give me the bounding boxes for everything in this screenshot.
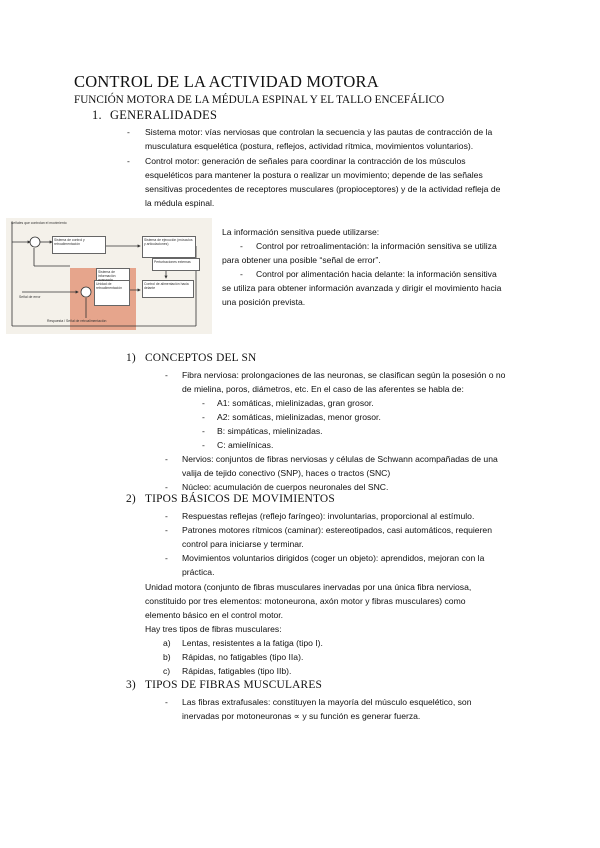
text-line: sensitivas procedentes de receptores musculares (propioceptores) y de la actividad refleja de	[145, 184, 501, 194]
section-heading: GENERALIDADES	[110, 108, 218, 122]
diagram-error-label: Señal de error	[19, 295, 41, 299]
text-line: Control por retroalimentación: la información sensitiva se utiliza	[256, 241, 497, 251]
text-line: C: amielínicas.	[217, 440, 274, 450]
document-title: CONTROL DE LA ACTIVIDAD MOTORA	[74, 72, 379, 91]
diagram-box-perturbation: Perturbaciones externas	[152, 258, 200, 271]
text-line: Rápidas, no fatigables (tipo IIa).	[182, 652, 304, 662]
section-number: 3)	[126, 679, 136, 691]
text-line: práctica.	[182, 567, 215, 577]
section-number: 2)	[126, 493, 136, 505]
diagram-box-advance-info: Sistema de información avanzada	[96, 268, 130, 281]
text-line: Las fibras extrafusales: constituyen la mayoría del músculo esquelético, son	[182, 697, 472, 707]
section-heading: TIPOS DE FIBRAS MUSCULARES	[145, 679, 323, 691]
bullet-dash: -	[127, 127, 130, 137]
diagram-top-label: Señales que controlan el movimiento	[11, 221, 67, 225]
bullet-dash: -	[202, 398, 205, 408]
document-subtitle: FUNCIÓN MOTORA DE LA MÉDULA ESPINAL Y EL TALLO ENCEFÁLICO	[74, 94, 445, 106]
section-heading: CONCEPTOS DEL SN	[145, 352, 257, 364]
bullet-dash: -	[165, 525, 168, 535]
text-line: Sistema motor: vías nerviosas que controlan la secuencia y las pautas de contracción de la	[145, 127, 493, 137]
bullet-dash: -	[165, 454, 168, 464]
bullet-dash: -	[202, 440, 205, 450]
bullet-dash: -	[202, 412, 205, 422]
bullet-dash: -	[202, 426, 205, 436]
text-line: musculatura esquelética (postura, reflejos, actividad rítmica, movimientos voluntarios).	[145, 141, 474, 151]
text-line: A2: somáticas, mielinizadas, menor grosor.	[217, 412, 381, 422]
diagram-box-feedback: Unidad de retroalimentación	[94, 280, 130, 306]
diagram-box-control: Sistema de control y retroalimentación	[52, 236, 106, 254]
text-line: Nervios: conjuntos de fibras nerviosas y células de Schwann acompañadas de una	[182, 454, 498, 464]
section-number: 1)	[126, 352, 136, 364]
bullet-dash: -	[165, 511, 168, 521]
text-line: control para iniciarse y terminar.	[182, 539, 304, 549]
bullet-dash: -	[240, 269, 243, 279]
text-line: elemento básico en el control motor.	[145, 610, 284, 620]
diagram-bottom-label: Respuesta / Señal de retroalimentación	[47, 319, 107, 323]
text-line: se utiliza para obtener información avanzada y dirigir el movimiento hacia	[222, 283, 502, 293]
list-marker: b)	[163, 652, 171, 662]
list-marker: a)	[163, 638, 171, 648]
text-line: valija de tejido conectivo (SNP), haces o tractos (SNC)	[182, 468, 391, 478]
text-line: Control motor: generación de señales para coordinar la contracción de los músculos	[145, 156, 466, 166]
text-line: Fibra nerviosa: prolongaciones de las neuronas, se clasifican según la posesión o no	[182, 370, 506, 380]
text-line: Control por alimentación hacia delante: la información sensitiva	[256, 269, 497, 279]
text-line: constituido por tres elementos: motoneurona, axón motor y fibras musculares) como	[145, 596, 466, 606]
diagram-box-execution: Sistema de ejecución (músculos y articulaciones)	[142, 236, 196, 258]
bullet-dash: -	[165, 553, 168, 563]
bullet-dash: -	[165, 482, 168, 492]
text-line: Hay tres tipos de fibras musculares:	[145, 624, 282, 634]
text-line: inervadas por motoneuronas ∝ y su función es generar fuerza.	[182, 711, 421, 721]
text-line: Unidad motora (conjunto de fibras musculares inervadas por una única fibra nerviosa,	[145, 582, 472, 592]
motor-control-diagram	[6, 218, 212, 334]
text-line: B: simpáticas, mielinizadas.	[217, 426, 323, 436]
bullet-dash: -	[165, 697, 168, 707]
bullet-dash: -	[240, 241, 243, 251]
text-line: de mielina, poros, diámetros, etc. En el caso de las aferentes se habla de:	[182, 384, 464, 394]
text-line: la médula espinal.	[145, 198, 215, 208]
text-line: para obtener una posible “señal de error”.	[222, 255, 381, 265]
section-heading: TIPOS BÁSICOS DE MOVIMIENTOS	[145, 493, 335, 505]
section-number: 1.	[92, 108, 102, 122]
text-line: Núcleo: acumulación de cuerpos neuronales del SNC.	[182, 482, 389, 492]
text-line: Lentas, resistentes a la fatiga (tipo I).	[182, 638, 323, 648]
text-line: esqueléticos para mantener la postura o realizar un movimiento; depende de las señales	[145, 170, 483, 180]
list-marker: c)	[163, 666, 171, 676]
bullet-dash: -	[165, 370, 168, 380]
text-line: A1: somáticas, mielinizadas, gran grosor.	[217, 398, 374, 408]
text-line: Movimientos voluntarios dirigidos (coger un objeto): aprendidos, mejoran con la	[182, 553, 485, 563]
text-line: Respuestas reflejas (reflejo faríngeo): involuntarias, proporcional al estímulo.	[182, 511, 475, 521]
text-line: una posición prevista.	[222, 297, 306, 307]
diagram-box-feedforward: Control de alimentación hacia delante	[142, 280, 194, 298]
bullet-dash: -	[127, 156, 130, 166]
text-line: Rápidas, fatigables (tipo IIb).	[182, 666, 292, 676]
text-line: Patrones motores rítmicos (caminar): estereotipados, casi automáticos, requieren	[182, 525, 492, 535]
text-line: La información sensitiva puede utilizarse:	[222, 227, 380, 237]
